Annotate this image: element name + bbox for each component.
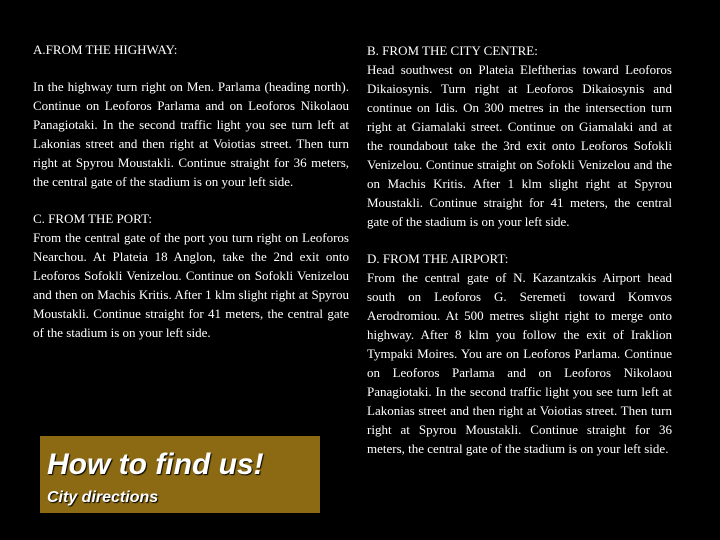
- banner-title: How to find us!: [47, 448, 264, 481]
- section-from-airport: [367, 249, 672, 458]
- how-to-find-us-banner: [40, 436, 320, 513]
- section-c-text: From the central gate of the port you turn right on Leoforos Nearchou. At Plateia 18 Anglon, take the 2nd exit onto Leoforos Sofokli Venizelou. Continue on Sofokli Venizelou and then on Machis Kritis. After 1 klm slight right at Spyrou Moustakli. Continue straight for 41 meters, the central gate of the stadium is on your left side.: [33, 230, 349, 340]
- left-column: [33, 40, 349, 360]
- section-from-highway: [33, 40, 349, 191]
- section-b-text: Head southwest on Plateia Eleftherias toward Leoforos Dikaiosynis. Turn right at Leoforos Dikaiosynis and continue on Idis. On 300 metres in the intersection turn right at Giamalaki street. Continue on Giamalaki and at the roundabout take the 3rd exit onto Leoforos Sofokli Venizelou. Continue straight on Sofokli Venizelou and the on Machis Kritis. After 1 klm slight right at Spyrou Moustakli. Continue straight for 41 meters, the central gate of the stadium is on your left side.: [367, 62, 672, 229]
- section-d-text: From the central gate of N. Kazantzakis Airport head south on Leoforos G. Seremeti toward Komvos Aerodromiou. At 500 metres slight right to merge onto highway. After 8 klm you follow the exit of Iraklion Tympaki Moires. You are on Leoforos Parlama. Continue on Leoforos Parlama and on Leoforos Nikolaou Panagiotaki. In the second traffic light you see turn left at Lakonias street and then right at Voiotias street. Then turn right at Spyrou Moustakli. Continue straight for 36 meters, the central gate of the stadium is on your left side.: [367, 270, 672, 456]
- section-d-heading: D. FROM THE AIRPORT:: [367, 251, 509, 266]
- section-a-heading: A.FROM THE HIGHWAY:: [33, 42, 178, 57]
- section-from-city-centre: [367, 41, 672, 231]
- section-c-heading: C. FROM THE PORT:: [33, 211, 152, 226]
- section-a-text: In the highway turn right on Men. Parlama (heading north). Continue on Leoforos Parlama and on Leoforos Nikolaou Panagiotaki. In the second traffic light you see turn left at Lakonias street and then right at Voiotias street. Then turn right at Spyrou Moustakli. Continue straight for 36 meters, the central gate of the stadium is on your left side.: [33, 79, 349, 189]
- banner-subtitle: City directions: [47, 489, 159, 506]
- section-from-port: [33, 209, 349, 342]
- right-column: [367, 41, 672, 476]
- section-b-heading: B. FROM THE CITY CENTRE:: [367, 43, 538, 58]
